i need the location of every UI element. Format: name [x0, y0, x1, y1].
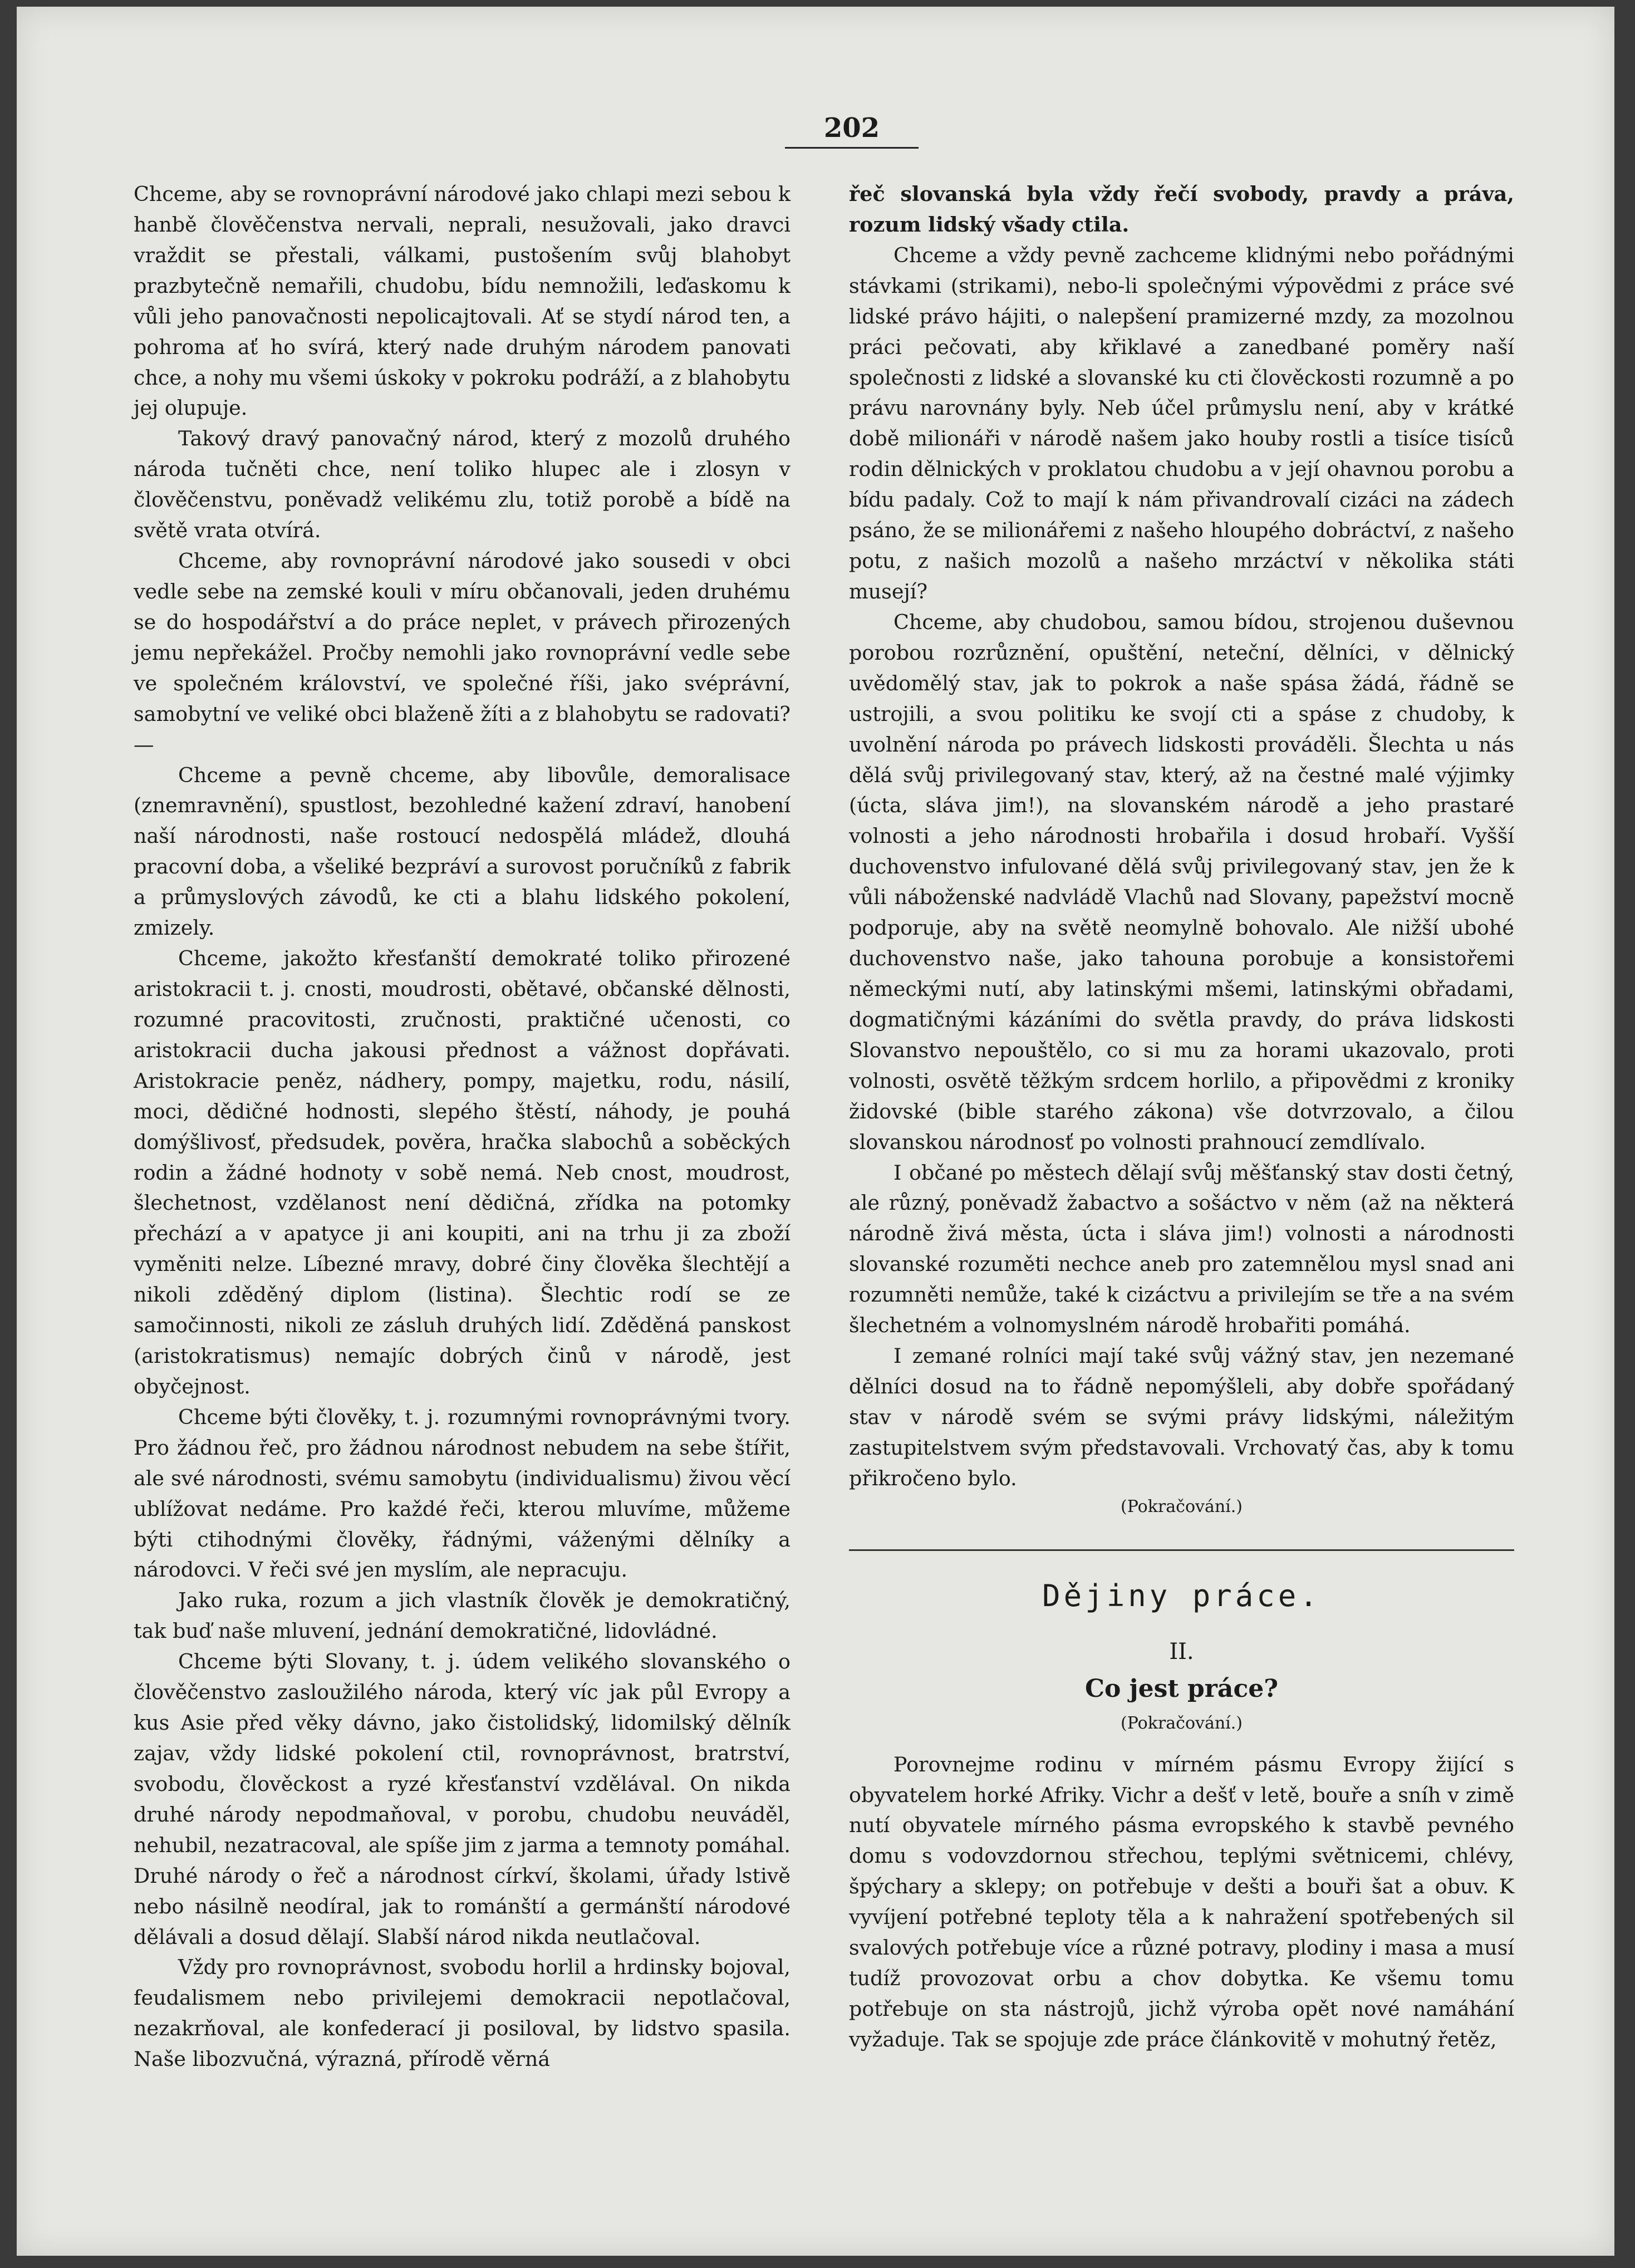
right-paragraph-5: I zemané rolníci mají také svůj vážný stav, jen nezemané dělníci dosud na to řádně nepomýšleli, aby dobře spořádaný stav v národě svém se svými právy lidskými, náležitým zastupitelstvem svým představovali. Vrchovatý čas, aby k tomu přikročeno bylo.	[849, 1344, 1514, 1490]
left-paragraph-8: Chceme býti Slovany, t. j. údem velikého slovanského o člověčenstvo zasloužilého národa, který víc jak půl Evropy a kus Asie před věky dávno, jako čistolidský, lidomilský dělník zajav, vždy lidské pokolení ctil, rovnoprávnost, bratrství, svobodu, člověckost a ryzé křesťanství vzdělával. On nikda druhé národy nepodmaňoval, v porobu, chudobu neuváděl, nehubil, nezatracoval, ale spíše jim z jarma a temnoty pomáhal. Druhé národy o řeč a národnost církví, školami, úřady lstivě nebo násilně neodíral, jak to románští a germánští národové dělávali a dosud dělají. Slabší národ nikda neutlačoval.	[134, 1650, 791, 1949]
right-paragraph-4: I občané po městech dělají svůj měšťanský stav dosti četný, ale různý, poněvadž žabactvo a sošáctvo v něm (až na některá národně živá města, úcta i sláva jim!) volnosti a národnosti slovanské rozuměti nechce aneb pro zatemnělou mysl snad ani rozumněti nemůže, také k cizáctvu a privilejím se tře a na svém šlechetném a volnomyslném národě hrobařiti pomáhá.	[849, 1160, 1514, 1338]
right-paragraph-3: Chceme, aby chudobou, samou bídou, strojenou duševnou porobou rozrůznění, opuštění, neteční, dělníci, v dělnický uvědomělý stav, jak to pokrok a naše spása žádá, řádně se ustrojili, a svou politiku ke svojí cti a spáse z chudoby, k uvolnění národa po právech lidskosti prováděli. Šlechta u nás dělá svůj privilegovaný stav, který, až na čestné malé výjimky (úcta, sláva jim!), na slovanském národě a jeho prastaré volnosti a jeho národnosti hrobařila i dosud hrobaří. Vyšší duchovenstvo infulované dělá svůj privilegovaný stav, jen že k vůli náboženské nadvládě Vlachů nad Slovany, papežství mocně podporuje, aby na světě neomylně bohovalo. Ale nižší ubohé duchovenstvo naše, jako tahouna porobuje a konsistořemi německými nutí, aby latinskými mšemi, latinskými obřadami, dogmatičnými kázáními do světla pravdy, do práva lidskosti Slovanstvo nepouštělo, co si mu za horami ukazovalo, proti volnosti, osvětě těžkým srdcem horlilo, a připovědmi z kroniky židovské (bible starého zákona) vše dotvrzovalo, a čilou slovanskou národnosť po volnosti prahnoucí zemdlívalo.	[849, 610, 1514, 1154]
continued-note: (Pokračování.)	[1121, 1496, 1243, 1516]
left-paragraph-9: Vždy pro rovnoprávnost, svobodu horlil a hrdinsky bojoval, feudalismem nebo privilejemi demokracii nepotlačoval, nezakrňoval, ale konfederací ji posiloval, by lidstvo spasila. Naše libozvučná, výrazná, přírodě věrná	[134, 1955, 791, 2071]
right-paragraph-1: řeč slovanská byla vždy řečí svobody, pravdy a práva, rozum lidský všady ctila.	[849, 182, 1514, 237]
section-divider	[849, 1549, 1514, 1551]
page-number: 202	[785, 112, 919, 149]
section-paragraph-1: Porovnejme rodinu v mírném pásmu Evropy žijící s obyvatelem horké Afriky. Vichr a dešť v letě, bouře a sníh v zimě nutí obyvatele mírného pásma evropského k stavbě pevného domu s vodovzdornou střechou, teplými světnicemi, chlévy, špýchary a sklepy; on potřebuje v dešti a bouři šat a obuv. K vyvíjení potřebné teploty těla a k nahražení spotřebených sil svalových potřebuje více a různé potravy, plodiny i masa a musí tudíž provozovat orbu a chov dobytka. Ke všemu tomu potřebuje on sta nástrojů, jichž výroba opět nové namáhání vyžaduje. Tak se spojuje zde práce článkovitě v mohutný řetěz,	[849, 1752, 1514, 2051]
right-column	[849, 179, 1514, 2055]
left-paragraph-2: Takový dravý panovačný národ, který z mozolů druhého národa tučněti chce, není toliko hlupec ale i zlosyn v člověčenstvu, poněvadž velikému zlu, totiž porobě a bídě na světě vrata otvírá.	[134, 426, 791, 543]
left-paragraph-3: Chceme, aby rovnoprávní národové jako sousedi v obci vedle sebe na zemské kouli v míru občanovali, jeden druhému se do hospodářství a do práce neplet, v právech přirozených jemu nepřekážel. Pročby nemohli jako rovnoprávní vedle sebe ve společném království, ve společné říši, jako svéprávní, samobytní ve veliké obci blaženě žíti a z blahobytu se radovati? —	[134, 549, 791, 757]
newspaper-page	[17, 7, 1614, 2256]
left-paragraph-7: Jako ruka, rozum a jich vlastník člověk je demokratičný, tak buď naše mluvení, jednání demokratičné, lidovládné.	[134, 1588, 791, 1643]
left-paragraph-6: Chceme býti člověky, t. j. rozumnými rovnoprávnými tvory. Pro žádnou řeč, pro žádnou národnost nebudem na sebe štířit, ale své národnosti, svému samobytu (individualismu) živou věcí ublížovat nedáme. Pro každé řeči, kterou mluvíme, můžeme býti ctihodnými člověky, řádnými, váženými dělníky a národovci. V řeči své jen myslím, ale nepracuju.	[134, 1405, 791, 1582]
section-number: II.	[1169, 1639, 1194, 1665]
left-paragraph-5: Chceme, jakožto křesťanští demokraté toliko přirozené aristokracii t. j. cnosti, moudrosti, obětavé, občanské dělnosti, rozumné pracovitosti, zručnosti, praktičné učenosti, co aristokracii ducha jakousi přednost a vážnost dopřávati. Aristokracie peněz, nádhery, pompy, majetku, rodu, násilí, moci, dědičné hodnosti, slepého štěstí, náhody, je pouhá domýšlivosť, předsudek, pověra, hračka slabochů a soběckých rodin a žádné hodnoty v sobě nemá. Neb cnost, moudrost, šlechetnost, vzdělanost není dědičná, zřídka na potomky přechází a v apatyce ji ani koupiti, ani na trhu ji za zboží vyměniti nelze. Líbezné mravy, dobré činy člověka šlechtějí a nikoli zděděný diplom (listina). Šlechtic rodí se ze samočinnosti, nikoli ze zásluh druhých lidí. Zděděná panskost (aristokratismus) nemajíc dobrých činů v národě, jest obyčejnost.	[134, 946, 791, 1398]
section-subtitle: Co jest práce?	[1084, 1675, 1279, 1704]
left-column	[134, 179, 791, 2075]
left-paragraph-4: Chceme a pevně chceme, aby libovůle, demoralisace (znemravnění), spustlost, bezohledné kažení zdraví, hanobení naší národnosti, naše rostoucí nedospělá mládež, dlouhá pracovní doba, a všeliké bezpráví a surovost poručníků z fabrik a průmyslových závodů, ke cti a blahu lidského pokolení, zmizely.	[134, 763, 791, 940]
section-title: Dějiny práce.	[1042, 1578, 1321, 1613]
left-paragraph-1: Chceme, aby se rovnoprávní národové jako chlapi mezi sebou k hanbě člověčenstva nervali, neprali, nesužovali, jako dravci vraždit se přestali, válkami, pustošením svůj blahobyt prazbytečně nemařili, chudobu, bídu nemnožili, leďaskomu k vůli jeho panovačnosti nepolicajtovali. Ať se stydí národ ten, a pohroma ať ho svírá, který nade druhým národem panovati chce, a nohy mu všemi úskoky v pokroku podráží, a z blahobytu jej olupuje.	[134, 182, 791, 420]
right-paragraph-2: Chceme a vždy pevně zachceme klidnými nebo pořádnými stávkami (strikami), nebo-li společnými výpovědmi z práce své lidské právo hájiti, o nalepšení pramizerné mzdy, za mozolnou práci pečovati, aby křiklavé a zanedbané poměry naší společnosti z lidské a slovanské ku cti člověckosti rozumně a po právu narovnány byly. Neb účel průmyslu není, aby v krátké době milionáři v národě našem jako houby rostli a tisíce tisíců rodin dělnických v proklatou chudobu a v její ohavnou porobu a bídu padaly. Což to mají k nám přivandrovalí cizáci na zádech psáno, že se milionářemi z našeho hloupého dobráctví, z našeho potu, z našich mozolů a našeho mrzáctví v několika státi musejí?	[849, 243, 1514, 603]
section-note: (Pokračování.)	[1121, 1714, 1243, 1734]
